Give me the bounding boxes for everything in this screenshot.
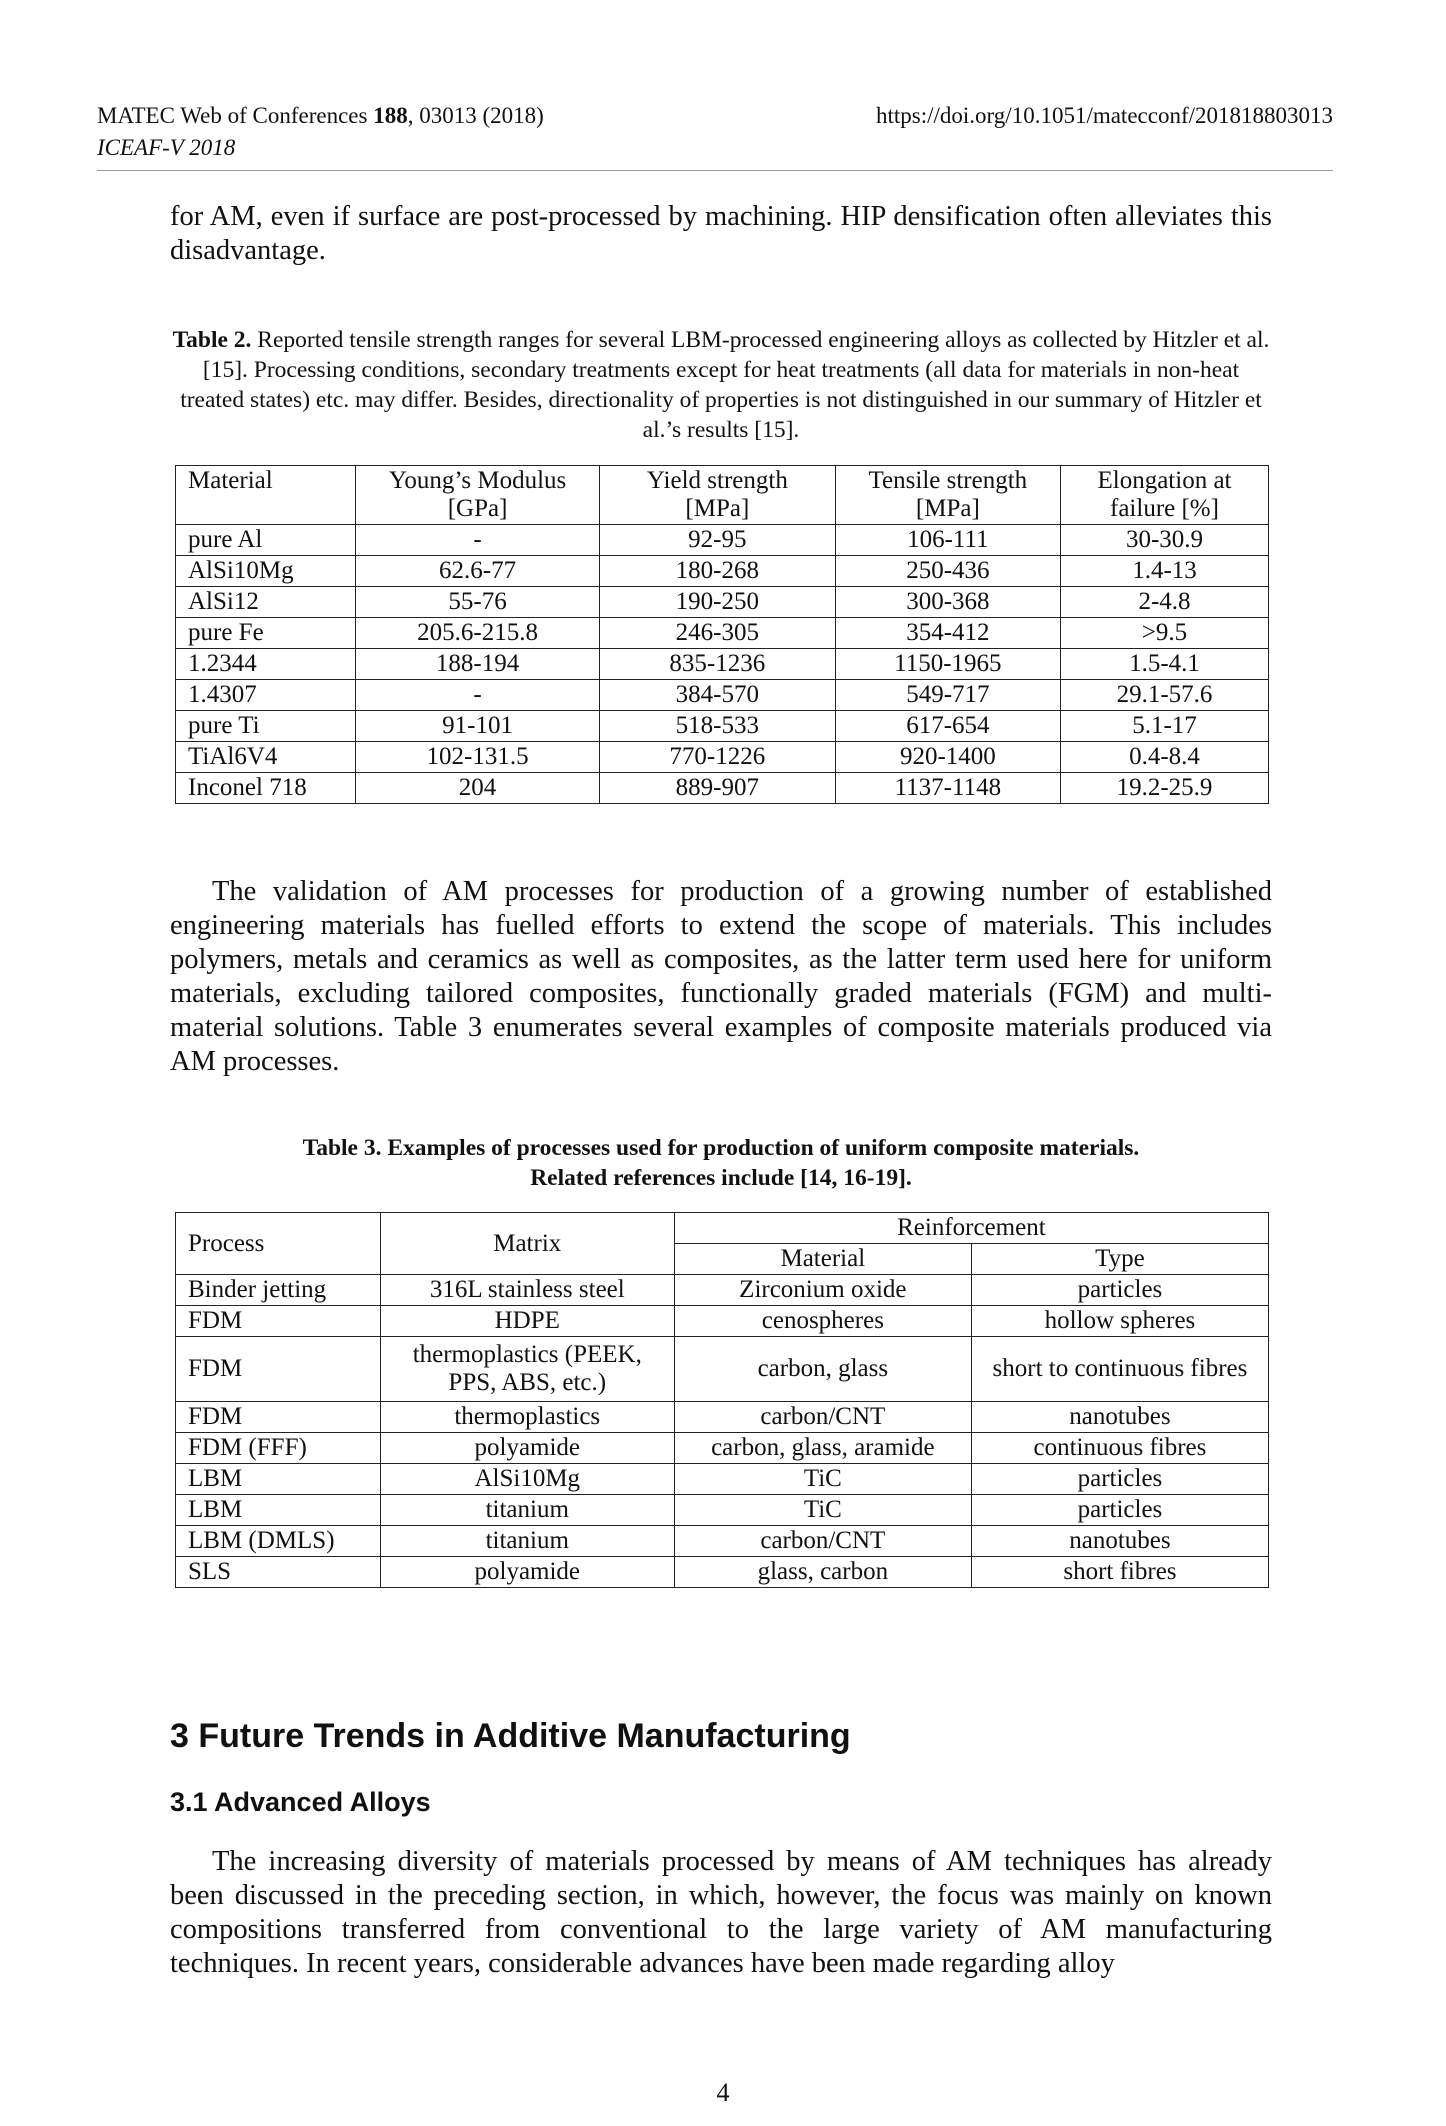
table-cell: 2-4.8 [1060, 587, 1268, 618]
table-cell: 250-436 [835, 556, 1060, 587]
table-cell: pure Ti [176, 711, 356, 742]
table-cell: polyamide [380, 1433, 674, 1464]
table-row [176, 525, 1269, 556]
table-cell: >9.5 [1060, 618, 1268, 649]
table-cell: TiC [674, 1464, 971, 1495]
table-cell: LBM [176, 1495, 381, 1526]
table-cell: TiAl6V4 [176, 742, 356, 773]
table2-header-cell: Yield strength [MPa] [599, 466, 835, 525]
table-cell: pure Al [176, 525, 356, 556]
table-cell: nanotubes [971, 1526, 1268, 1557]
table-cell: LBM (DMLS) [176, 1526, 381, 1557]
table-cell: LBM [176, 1464, 381, 1495]
table-cell: pure Fe [176, 618, 356, 649]
table-cell: 102-131.5 [356, 742, 600, 773]
journal-citation [97, 100, 544, 164]
table-cell: 19.2-25.9 [1060, 773, 1268, 804]
table-cell: thermoplastics [380, 1402, 674, 1433]
table-cell: carbon, glass [674, 1337, 971, 1402]
table-cell: 205.6-215.8 [356, 618, 600, 649]
table-cell: 889-907 [599, 773, 835, 804]
table-cell: 316L stainless steel [380, 1275, 674, 1306]
table-row [176, 711, 1269, 742]
table-cell: 30-30.9 [1060, 525, 1268, 556]
table-cell: 190-250 [599, 587, 835, 618]
table-cell: 1150-1965 [835, 649, 1060, 680]
table-cell: 5.1-17 [1060, 711, 1268, 742]
table3-header-process: Process [176, 1213, 381, 1275]
table-cell: 188-194 [356, 649, 600, 680]
table-cell: nanotubes [971, 1402, 1268, 1433]
table-cell: thermoplastics (PEEK, PPS, ABS, etc.) [380, 1337, 674, 1402]
table-cell: 92-95 [599, 525, 835, 556]
table2-caption [170, 325, 1272, 445]
table-cell: 1.5-4.1 [1060, 649, 1268, 680]
table-cell: particles [971, 1275, 1268, 1306]
table-cell: 180-268 [599, 556, 835, 587]
table-cell: particles [971, 1464, 1268, 1495]
table3-header-matrix: Matrix [380, 1213, 674, 1275]
table-cell: HDPE [380, 1306, 674, 1337]
table-cell: - [356, 680, 600, 711]
table3-caption-line1: Table 3. Examples of processes used for production of uniform composite materials. [302, 1135, 1140, 1161]
table-cell: carbon, glass, aramide [674, 1433, 971, 1464]
table-row [176, 556, 1269, 587]
table2 [175, 465, 1269, 804]
table3 [175, 1212, 1269, 1588]
table-cell: FDM [176, 1402, 381, 1433]
table3-header-row [176, 1213, 1269, 1244]
table-cell: 835-1236 [599, 649, 835, 680]
table-cell: 354-412 [835, 618, 1060, 649]
table-cell: 300-368 [835, 587, 1060, 618]
table-cell: AlSi12 [176, 587, 356, 618]
table-cell: FDM [176, 1306, 381, 1337]
article-number: , 03013 (2018) [407, 103, 544, 128]
table-cell: 91-101 [356, 711, 600, 742]
table2-caption-text: Reported tensile strength ranges for several LBM-processed engineering alloys as collected by Hitzler et al. [15]. Processing conditions, secondary treatments except for heat treatments (all data for materials in non-heat treated states) etc. may differ. Besides, directionality of properties is not distinguished in our summary of Hitzler et al.’s results [15]. [180, 327, 1270, 443]
table3-caption-line2: Related references include [14, 16-19]. [530, 1165, 912, 1191]
table3-header-reinforcement: Reinforcement [674, 1213, 1268, 1244]
table-cell: AlSi10Mg [176, 556, 356, 587]
table-cell: 1.4307 [176, 680, 356, 711]
table-row [176, 1464, 1269, 1495]
table-cell: 920-1400 [835, 742, 1060, 773]
journal-volume: 188 [373, 103, 408, 128]
table2-header-cell: Elongation at failure [%] [1060, 466, 1268, 525]
table-cell: hollow spheres [971, 1306, 1268, 1337]
table-cell: 106-111 [835, 525, 1060, 556]
table2-header-cell: Tensile strength [MPa] [835, 466, 1060, 525]
table-cell: - [356, 525, 600, 556]
table-row [176, 1337, 1269, 1402]
table-cell: FDM (FFF) [176, 1433, 381, 1464]
table-row [176, 618, 1269, 649]
paragraph-advanced-alloys: The increasing diversity of materials processed by means of AM techniques has already been discussed in the preceding section, in which, however, the focus was mainly on known compositions transferred from conventional to the large variety of AM manufacturing techniques. In recent years, considerable advances have been made regarding alloy [170, 1846, 1272, 1979]
table-cell: 1137-1148 [835, 773, 1060, 804]
table-cell: short fibres [971, 1557, 1268, 1588]
table-cell: particles [971, 1495, 1268, 1526]
table-row [176, 1433, 1269, 1464]
table3-header-material: Material [674, 1244, 971, 1275]
table-cell: 29.1-57.6 [1060, 680, 1268, 711]
table-cell: carbon/CNT [674, 1526, 971, 1557]
page-number: 4 [716, 2078, 730, 2107]
table-row [176, 587, 1269, 618]
table2-header-cell: Material [176, 466, 356, 525]
table-row [176, 1495, 1269, 1526]
table-cell: 617-654 [835, 711, 1060, 742]
table-cell: 0.4-8.4 [1060, 742, 1268, 773]
table-cell: 770-1226 [599, 742, 835, 773]
table-row [176, 1557, 1269, 1588]
table-row [176, 1402, 1269, 1433]
table-cell: 549-717 [835, 680, 1060, 711]
table-cell: glass, carbon [674, 1557, 971, 1588]
table-row [176, 649, 1269, 680]
table-cell: carbon/CNT [674, 1402, 971, 1433]
table-cell: 518-533 [599, 711, 835, 742]
table-cell: 1.2344 [176, 649, 356, 680]
table-row [176, 1306, 1269, 1337]
table2-header-cell: Young’s Modulus [GPa] [356, 466, 600, 525]
table-cell: cenospheres [674, 1306, 971, 1337]
paragraph-continuation: for AM, even if surface are post-processed by machining. HIP densification often alleviates this disadvantage. [170, 201, 1272, 266]
table-cell: FDM [176, 1337, 381, 1402]
table-cell: 246-305 [599, 618, 835, 649]
journal-name: MATEC Web of Conferences [97, 103, 374, 128]
table-cell: 1.4-13 [1060, 556, 1268, 587]
table-cell: 62.6-77 [356, 556, 600, 587]
doi-link[interactable]: https://doi.org/10.1051/matecconf/201818803013 [876, 103, 1333, 128]
table-row [176, 773, 1269, 804]
paragraph-composites: The validation of AM processes for production of a growing number of established engineering materials has fuelled efforts to extend the scope of materials. This includes polymers, metals and ceramics as well as composites, as the latter term used here for uniform materials, excluding tailored composites, functionally graded materials (FGM) and multi-material solutions. Table 3 enumerates several examples of composite materials produced via AM processes. [170, 876, 1272, 1077]
table-row [176, 1275, 1269, 1306]
table-cell: AlSi10Mg [380, 1464, 674, 1495]
table-cell: Zirconium oxide [674, 1275, 971, 1306]
table3-header-type: Type [971, 1244, 1268, 1275]
table-cell: short to continuous fibres [971, 1337, 1268, 1402]
table-cell: titanium [380, 1495, 674, 1526]
table-row [176, 742, 1269, 773]
page-header [97, 100, 1333, 171]
table-cell: 55-76 [356, 587, 600, 618]
table-row [176, 1526, 1269, 1557]
table-cell: Inconel 718 [176, 773, 356, 804]
table-cell: polyamide [380, 1557, 674, 1588]
table-cell: TiC [674, 1495, 971, 1526]
conference-name: ICEAF-V 2018 [97, 135, 236, 160]
section-heading: 3 Future Trends in Additive Manufacturing [170, 1717, 851, 1755]
subsection-heading: 3.1 Advanced Alloys [170, 1787, 431, 1817]
table-cell: continuous fibres [971, 1433, 1268, 1464]
table-cell: SLS [176, 1557, 381, 1588]
table-cell: 384-570 [599, 680, 835, 711]
table-cell: Binder jetting [176, 1275, 381, 1306]
table2-header-row [176, 466, 1269, 525]
table-cell: 204 [356, 773, 600, 804]
table-cell: titanium [380, 1526, 674, 1557]
table2-caption-label: Table 2. [172, 327, 252, 353]
table3-caption [170, 1133, 1272, 1193]
table-row [176, 680, 1269, 711]
